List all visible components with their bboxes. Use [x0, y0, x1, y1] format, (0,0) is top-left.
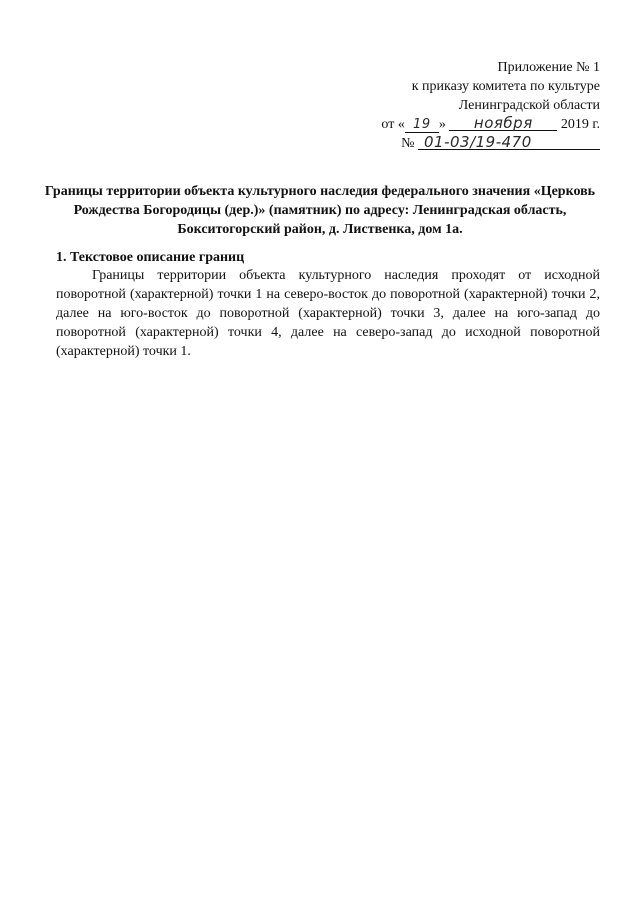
date-day-handwritten: 19: [405, 118, 439, 133]
document-title: Границы территории объекта культурного наследия федерального значения «Церковь Рождества Богородицы (дер.)» (памятник) по адресу: Ленинградская область, Бокситогорский район, д. Лиственка, дом 1а.: [44, 184, 596, 237]
date-prefix: от «: [381, 117, 405, 132]
date-year: 2019 г.: [560, 117, 600, 132]
annex-line-1: Приложение № 1: [497, 60, 600, 75]
annex-block: [300, 58, 600, 153]
section-1-paragraph: Границы территории объекта культурного наследия проходят от исходной поворотной (характерной) точки 1 на северо-восток до поворотной (характерной) точки 2, далее на юго-восток до поворотной (характерной) точки 3, далее на юго-запад до поворотной (характерной) точки 4, далее на северо-запад до исходной поворотной (характерной) точки 1.: [56, 268, 600, 359]
date-mid: »: [438, 117, 446, 132]
annex-line-3: Ленинградской области: [458, 98, 600, 113]
annex-date-line: [300, 115, 600, 134]
date-month-handwritten: ноября: [449, 116, 557, 131]
number-handwritten: 01-03/19-470: [418, 135, 600, 150]
annex-number-line: [300, 134, 600, 153]
number-prefix: №: [401, 136, 415, 151]
section-1-heading: 1. Текстовое описание границ: [56, 250, 245, 265]
annex-line-2: к приказу комитета по культуре: [411, 79, 600, 94]
